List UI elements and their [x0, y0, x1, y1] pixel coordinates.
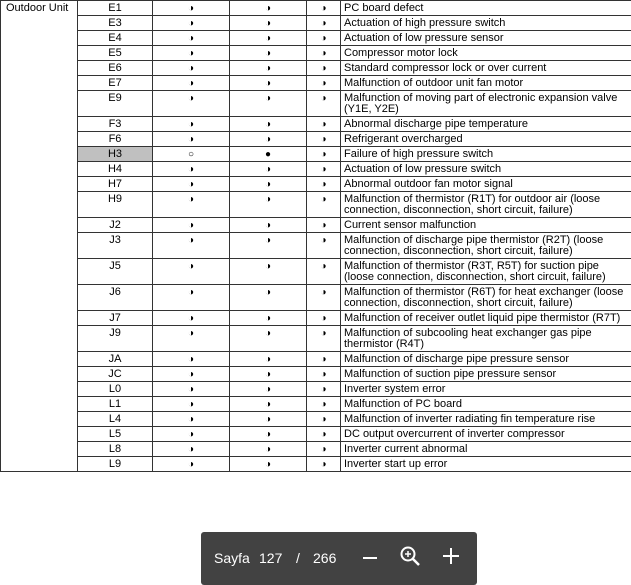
- indicator-1: ◑: [153, 132, 230, 147]
- error-description: Abnormal outdoor fan motor signal: [341, 177, 631, 192]
- error-description: Malfunction of thermistor (R3T, R5T) for suction pipe (loose connection, disconnection, short circuit, failure): [341, 259, 631, 285]
- error-description: Standard compressor lock or over current: [341, 61, 631, 76]
- indicator-1: ◑: [153, 397, 230, 412]
- error-code: F6: [78, 132, 153, 147]
- error-code: L1: [78, 397, 153, 412]
- indicator-1: ◑: [153, 16, 230, 31]
- indicator-1: ◑: [153, 352, 230, 367]
- error-description: Inverter current abnormal: [341, 442, 631, 457]
- table-row: [1, 367, 631, 382]
- indicator-1: ◑: [153, 46, 230, 61]
- indicator-3: ◑: [307, 259, 341, 285]
- table-row: [1, 192, 631, 218]
- indicator-2: ◑: [230, 76, 307, 91]
- error-code: J9: [78, 326, 153, 352]
- indicator-1: ◑: [153, 61, 230, 76]
- indicator-1: ◑: [153, 162, 230, 177]
- error-code: E1: [78, 1, 153, 16]
- indicator-3: ◑: [307, 46, 341, 61]
- indicator-3: ◑: [307, 117, 341, 132]
- indicator-2: ◑: [230, 427, 307, 442]
- indicator-2: ◑: [230, 162, 307, 177]
- zoom-out-icon[interactable]: [363, 557, 377, 559]
- indicator-2: ◑: [230, 442, 307, 457]
- zoom-in-icon[interactable]: [441, 546, 461, 566]
- indicator-2: ◑: [230, 412, 307, 427]
- indicator-2: ●: [230, 147, 307, 162]
- error-description: Actuation of high pressure switch: [341, 16, 631, 31]
- indicator-2: ◑: [230, 457, 307, 472]
- error-code: H4: [78, 162, 153, 177]
- indicator-1: ◑: [153, 192, 230, 218]
- indicator-3: ◑: [307, 147, 341, 162]
- indicator-2: ◑: [230, 91, 307, 117]
- error-description: Inverter start up error: [341, 457, 631, 472]
- indicator-1: ◑: [153, 427, 230, 442]
- indicator-3: ◑: [307, 61, 341, 76]
- indicator-3: ◑: [307, 352, 341, 367]
- table-row: [1, 259, 631, 285]
- table-row: [1, 31, 631, 46]
- indicator-1: ◑: [153, 1, 230, 16]
- error-code: L0: [78, 382, 153, 397]
- table-row: [1, 91, 631, 117]
- indicator-3: ◑: [307, 326, 341, 352]
- indicator-3: ◑: [307, 192, 341, 218]
- error-description: Actuation of low pressure switch: [341, 162, 631, 177]
- error-code: L4: [78, 412, 153, 427]
- indicator-3: ◑: [307, 367, 341, 382]
- indicator-1: ◑: [153, 326, 230, 352]
- error-description: Malfunction of thermistor (R1T) for outdoor air (loose connection, disconnection, short circuit, failure): [341, 192, 631, 218]
- indicator-3: ◑: [307, 285, 341, 311]
- indicator-3: ◑: [307, 233, 341, 259]
- indicator-1: ◑: [153, 311, 230, 326]
- error-description: Malfunction of discharge pipe pressure sensor: [341, 352, 631, 367]
- error-description: Failure of high pressure switch: [341, 147, 631, 162]
- total-pages: 266: [313, 550, 337, 566]
- indicator-1: ◑: [153, 412, 230, 427]
- error-description: Malfunction of outdoor unit fan motor: [341, 76, 631, 91]
- table-row: [1, 233, 631, 259]
- indicator-1: ◑: [153, 442, 230, 457]
- error-description: Malfunction of subcooling heat exchanger gas pipe thermistor (R4T): [341, 326, 631, 352]
- error-code: J2: [78, 218, 153, 233]
- indicator-2: ◑: [230, 367, 307, 382]
- indicator-2: ◑: [230, 177, 307, 192]
- indicator-1: ◑: [153, 382, 230, 397]
- indicator-3: ◑: [307, 382, 341, 397]
- indicator-3: ◑: [307, 16, 341, 31]
- error-description: Malfunction of thermistor (R6T) for heat exchanger (loose connection, disconnection, short circuit, failure): [341, 285, 631, 311]
- indicator-3: ◑: [307, 177, 341, 192]
- table-row: [1, 1, 631, 16]
- indicator-3: ◑: [307, 218, 341, 233]
- error-code: E5: [78, 46, 153, 61]
- indicator-3: ◑: [307, 397, 341, 412]
- error-description: Malfunction of receiver outlet liquid pipe thermistor (R7T): [341, 311, 631, 326]
- table-row: [1, 412, 631, 427]
- error-code: H7: [78, 177, 153, 192]
- indicator-1: ◑: [153, 177, 230, 192]
- error-description: DC output overcurrent of inverter compressor: [341, 427, 631, 442]
- error-code: H9: [78, 192, 153, 218]
- table-row: [1, 16, 631, 31]
- indicator-1: ◑: [153, 285, 230, 311]
- error-code-table-body: [1, 1, 631, 472]
- indicator-1: ◑: [153, 117, 230, 132]
- indicator-3: ◑: [307, 427, 341, 442]
- table-row: [1, 427, 631, 442]
- error-code: L5: [78, 427, 153, 442]
- indicator-1: ◑: [153, 31, 230, 46]
- indicator-1: ◑: [153, 259, 230, 285]
- error-code: E4: [78, 31, 153, 46]
- error-code: JC: [78, 367, 153, 382]
- indicator-2: ◑: [230, 311, 307, 326]
- indicator-3: ◑: [307, 412, 341, 427]
- table-row: [1, 162, 631, 177]
- table-row: [1, 285, 631, 311]
- table-row: [1, 46, 631, 61]
- indicator-2: ◑: [230, 326, 307, 352]
- indicator-2: ◑: [230, 31, 307, 46]
- error-code: J6: [78, 285, 153, 311]
- table-row: [1, 147, 631, 162]
- indicator-1: ◑: [153, 233, 230, 259]
- indicator-1: ◑: [153, 76, 230, 91]
- error-code: H3: [78, 147, 153, 162]
- indicator-3: ◑: [307, 132, 341, 147]
- indicator-2: ◑: [230, 218, 307, 233]
- error-code: E7: [78, 76, 153, 91]
- indicator-1: ◑: [153, 457, 230, 472]
- indicator-2: ◑: [230, 132, 307, 147]
- error-code: J3: [78, 233, 153, 259]
- error-code: E3: [78, 16, 153, 31]
- error-description: Actuation of low pressure sensor: [341, 31, 631, 46]
- table-row: [1, 177, 631, 192]
- indicator-2: ◑: [230, 117, 307, 132]
- table-row: [1, 457, 631, 472]
- indicator-2: ◑: [230, 382, 307, 397]
- indicator-2: ◑: [230, 46, 307, 61]
- table-row: [1, 311, 631, 326]
- error-code: L9: [78, 457, 153, 472]
- table-row: [1, 61, 631, 76]
- indicator-1: ◑: [153, 91, 230, 117]
- error-description: Current sensor malfunction: [341, 218, 631, 233]
- indicator-1: ◑: [153, 367, 230, 382]
- error-code: JA: [78, 352, 153, 367]
- indicator-2: ◑: [230, 61, 307, 76]
- error-description: PC board defect: [341, 1, 631, 16]
- indicator-2: ◑: [230, 233, 307, 259]
- error-description: Refrigerant overcharged: [341, 132, 631, 147]
- indicator-3: ◑: [307, 311, 341, 326]
- indicator-3: ◑: [307, 31, 341, 46]
- error-description: Abnormal discharge pipe temperature: [341, 117, 631, 132]
- indicator-3: ◑: [307, 91, 341, 117]
- table-row: [1, 76, 631, 91]
- table-row: [1, 352, 631, 367]
- indicator-2: ◑: [230, 285, 307, 311]
- error-description: Compressor motor lock: [341, 46, 631, 61]
- indicator-2: ◑: [230, 16, 307, 31]
- zoom-icon[interactable]: [399, 545, 421, 567]
- error-description: Malfunction of inverter radiating fin temperature rise: [341, 412, 631, 427]
- indicator-3: ◑: [307, 162, 341, 177]
- unit-label: Outdoor Unit: [1, 1, 78, 472]
- indicator-3: ◑: [307, 76, 341, 91]
- error-description: Inverter system error: [341, 382, 631, 397]
- error-code: E6: [78, 61, 153, 76]
- indicator-2: ◑: [230, 192, 307, 218]
- table-row: [1, 382, 631, 397]
- indicator-1: ◑: [153, 218, 230, 233]
- indicator-2: ◑: [230, 1, 307, 16]
- indicator-3: ◑: [307, 442, 341, 457]
- error-description: Malfunction of PC board: [341, 397, 631, 412]
- error-description: Malfunction of moving part of electronic expansion valve (Y1E, Y2E): [341, 91, 631, 117]
- table-row: [1, 117, 631, 132]
- error-code: J7: [78, 311, 153, 326]
- page-separator: /: [296, 550, 300, 566]
- error-description: Malfunction of discharge pipe thermistor (R2T) (loose connection, disconnection, short circuit, failure): [341, 233, 631, 259]
- table-row: [1, 397, 631, 412]
- indicator-3: ◑: [307, 457, 341, 472]
- indicator-2: ◑: [230, 259, 307, 285]
- error-code: J5: [78, 259, 153, 285]
- indicator-1: ○: [153, 147, 230, 162]
- page-label: Sayfa: [214, 550, 250, 566]
- current-page-number[interactable]: 127: [259, 550, 283, 566]
- indicator-2: ◑: [230, 352, 307, 367]
- error-code: E9: [78, 91, 153, 117]
- error-code: F3: [78, 117, 153, 132]
- table-row: [1, 326, 631, 352]
- error-description: Malfunction of suction pipe pressure sensor: [341, 367, 631, 382]
- error-code: L8: [78, 442, 153, 457]
- indicator-2: ◑: [230, 397, 307, 412]
- pdf-viewer-toolbar: [201, 532, 477, 585]
- table-row: [1, 132, 631, 147]
- indicator-3: ◑: [307, 1, 341, 16]
- table-row: [1, 218, 631, 233]
- table-row: [1, 442, 631, 457]
